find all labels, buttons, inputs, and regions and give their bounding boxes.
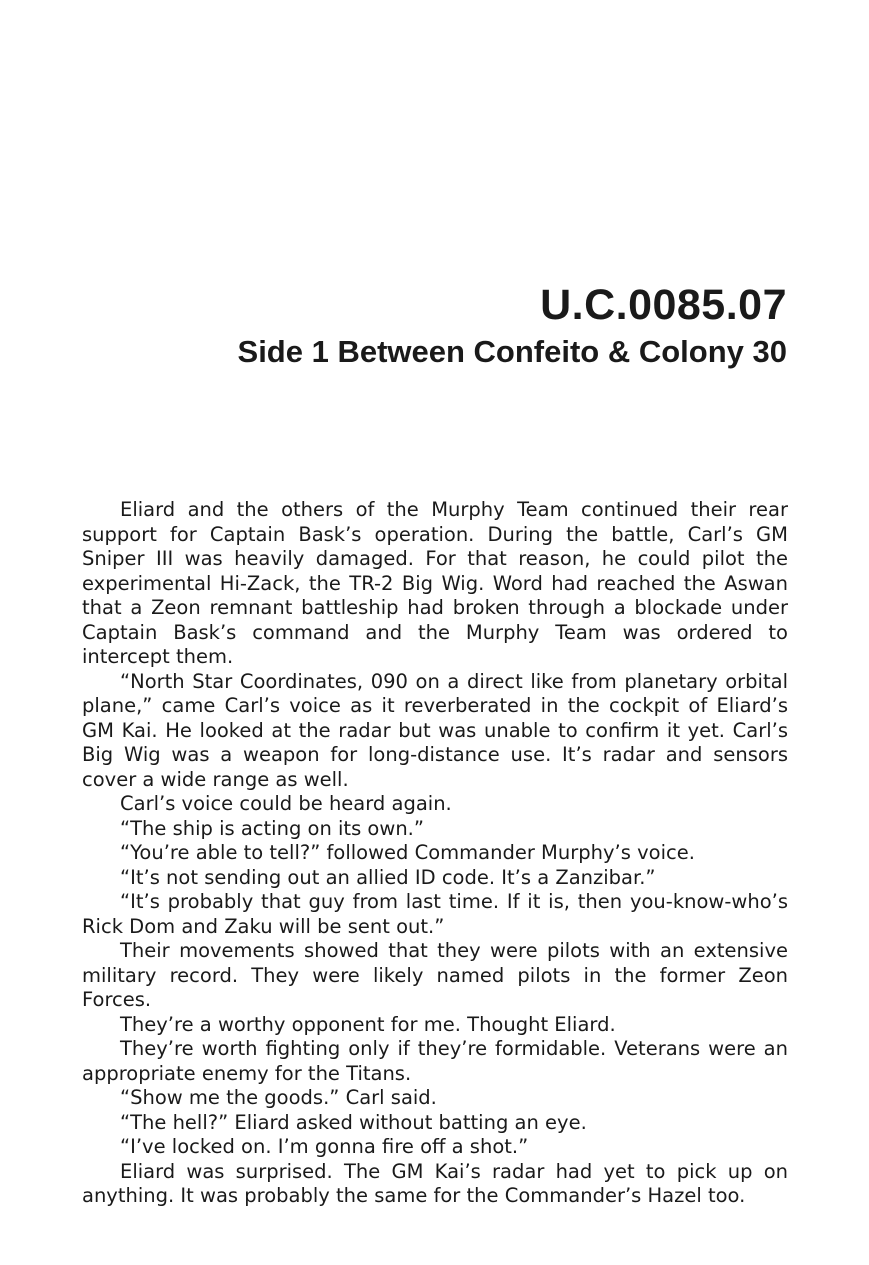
chapter-location: Side 1 Between Confeito & Colony 30 (237, 334, 787, 369)
paragraph: Eliard was surprised. The GM Kai’s radar had yet to pick up on anything. It was probably the same for the Commander’s Hazel too. (82, 1159, 788, 1207)
chapter-date: U.C.0085.07 (540, 281, 787, 329)
paragraph: “I’ve locked on. I’m gonna fire off a shot.” (120, 1135, 529, 1158)
paragraph: “The hell?” Eliard asked without batting an eye. (120, 1110, 587, 1134)
paragraph: “It’s probably that guy from last time. If it is, then you-know-who’s Rick Dom and Zaku will be sent out.” (82, 890, 788, 938)
paragraph: Their movements showed that they were pilots with an extensive military record. They were likely named pilots in the former Zeon Forces. (82, 939, 788, 1011)
paragraph: “It’s not sending out an allied ID code. It’s a Zanzibar.” (120, 865, 656, 889)
paragraph: “North Star Coordinates, 090 on a direct like from planetary orbital plane,” came Carl’s voice as it reverberated in the cockpit of Eliard’s GM Kai. He looked at the radar but was unable to confirm it yet. Carl’s Big Wig was a weapon for long-distance use. It’s radar and sensors cover a wide range as well. (82, 669, 788, 791)
paragraph: “Show me the goods.” Carl said. (120, 1086, 437, 1109)
paragraph: Eliard and the others of the Murphy Team continued their rear support for Captain Bask’s operation. During the battle, Carl’s GM Sniper III was heavily damaged. For that reason, he could pilot the experimental Hi-Zack, the TR-2 Big Wig. Word had reached the Aswan that a Zeon remnant battleship had broken through a blockade under Captain Bask’s command and the Murphy Team was ordered to intercept them. (82, 498, 788, 668)
paragraph: They’re worth fighting only if they’re formidable. Veterans were an appropriate enemy for the Titans. (82, 1037, 788, 1085)
paragraph: “The ship is acting on its own.” (120, 816, 424, 840)
paragraph: “You’re able to tell?” followed Commander Murphy’s voice. (120, 841, 695, 864)
chapter-heading (238, 280, 787, 372)
body-text (82, 498, 788, 1209)
paragraph: They’re a worthy opponent for me. Thought Eliard. (120, 1012, 616, 1036)
paragraph: Carl’s voice could be heard again. (120, 792, 452, 815)
